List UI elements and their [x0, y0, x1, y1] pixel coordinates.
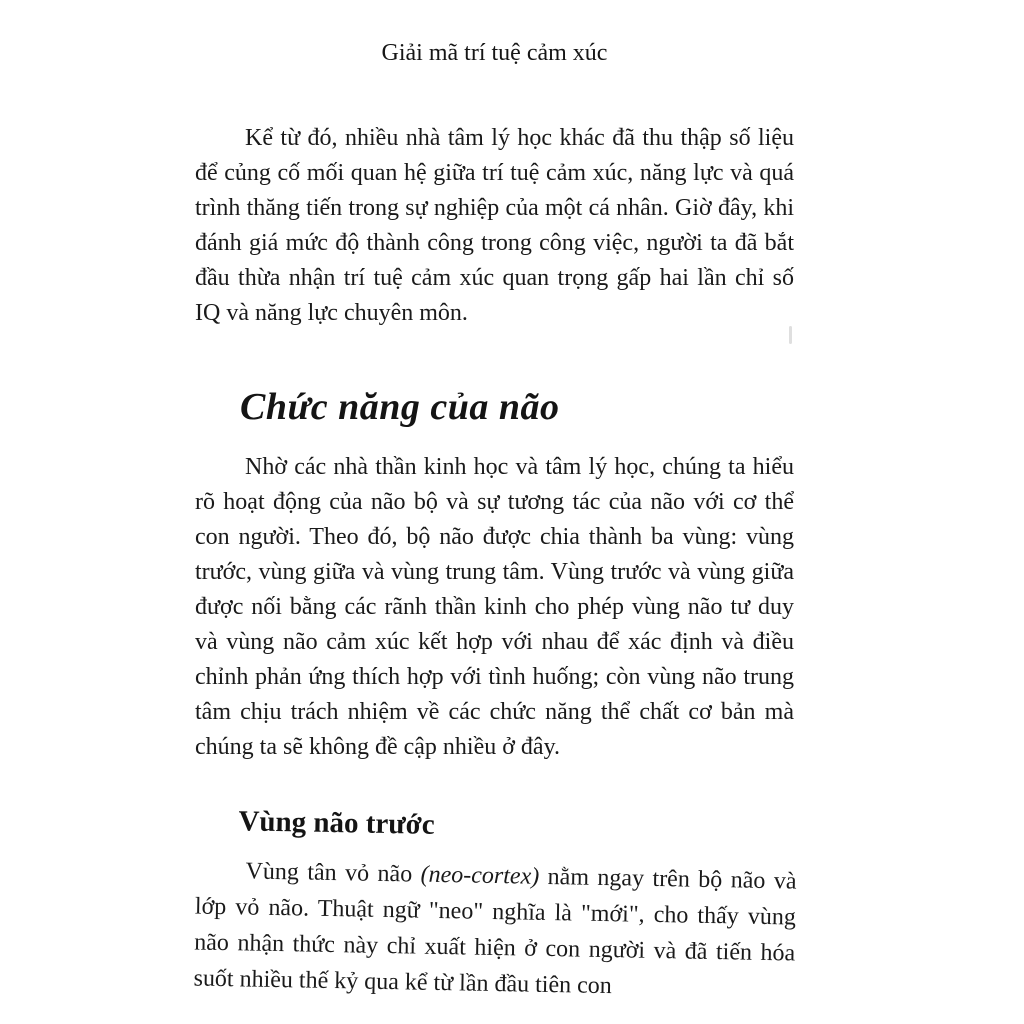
subsection-heading: Vùng não trước — [238, 805, 435, 841]
paragraph-text: nằm ngay trên bộ não và lớp vỏ não. Thuật ngữ "neo" nghĩa là "mới", cho thấy vùng não nhận thức này chỉ xuất hiện ở con người và đã tiến hóa suốt nhiều thế kỷ qua kể từ lần đầu tiên con — [193, 863, 797, 1000]
running-head: Giải mã trí tuệ cảm xúc — [381, 40, 608, 66]
latin-term-italic: (neo-cortex) — [420, 861, 540, 890]
page-bottom-tilted-block — [193, 803, 797, 1008]
paragraph-text: Vùng tân vỏ não — [245, 858, 421, 888]
paragraph-neocortex — [193, 853, 797, 1008]
paragraph-intro: Kể từ đó, nhiều nhà tâm lý học khác đã thu thập số liệu để củng cố mối quan hệ giữa trí tuệ cảm xúc, năng lực và quá trình thăng tiến trong sự nghiệp của một cá nhân. Giờ đây, khi đánh giá mức độ thành công trong công việc, người ta đã bắt đầu thừa nhận trí tuệ cảm xúc quan trọng gấp hai lần chỉ số IQ và năng lực chuyên môn. — [195, 125, 794, 326]
scan-artifact-smudge — [789, 326, 792, 344]
paragraph-brain-function: Nhờ các nhà thần kinh học và tâm lý học, chúng ta hiểu rõ hoạt động của não bộ và sự tương tác của não với cơ thể con người. Theo đó, bộ não được chia thành ba vùng: vùng trước, vùng giữa và vùng trung tâm. Vùng trước và vùng giữa được nối bằng các rãnh thần kinh cho phép vùng não tư duy và vùng não cảm xúc kết hợp với nhau để xác định và điều chỉnh phản ứng thích hợp với tình huống; còn vùng não trung tâm chịu trách nhiệm về các chức năng thể chất cơ bản mà chúng ta sẽ không đề cập nhiều ở đây. — [195, 454, 794, 760]
section-heading: Chức năng của não — [240, 386, 560, 428]
